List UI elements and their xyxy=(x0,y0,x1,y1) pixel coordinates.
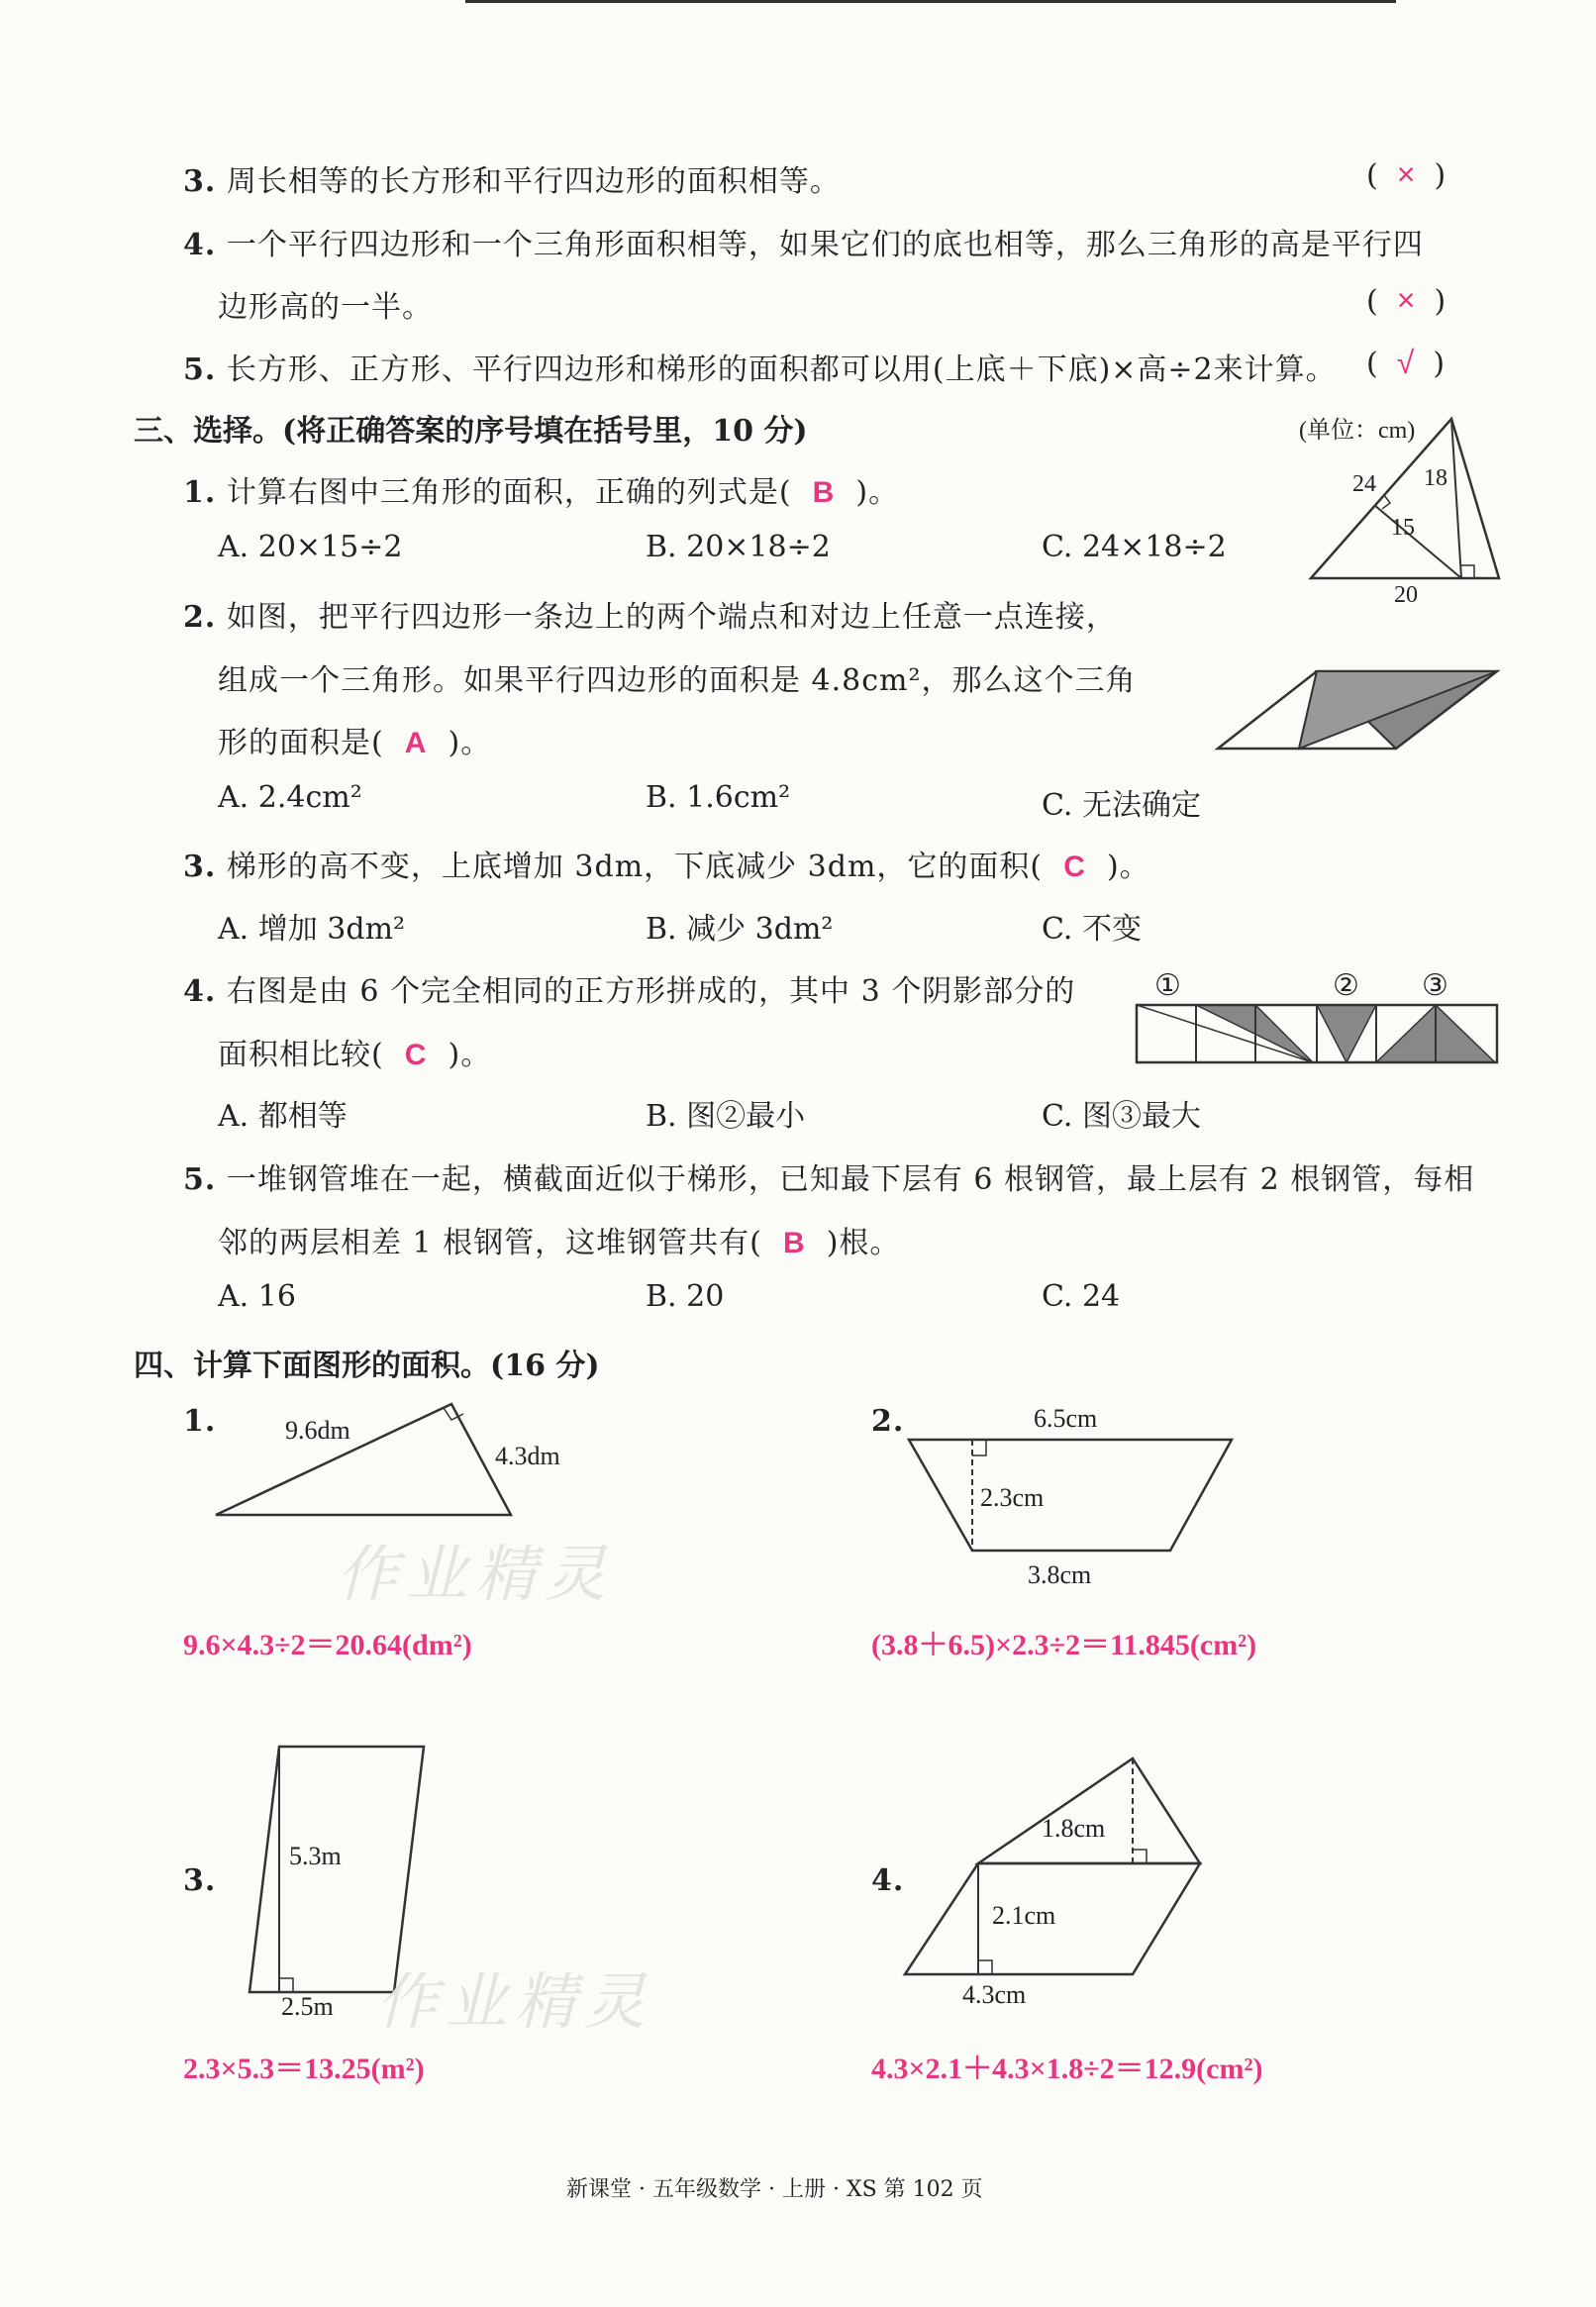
s4-p4-label-tri-h: 1.8cm xyxy=(1042,1814,1106,1843)
s3-q1-text-after: )。 xyxy=(855,475,900,510)
judge-q5-answer: √ xyxy=(1396,345,1415,380)
s4-p1-label-a: 9.6dm xyxy=(285,1416,350,1445)
s3-q4-answer: C xyxy=(404,1039,428,1071)
watermark-2: 作业精灵 xyxy=(376,1965,654,2038)
judge-q4-paren: ( × ) xyxy=(1366,282,1446,319)
judge-q4-line1-text: 一个平行四边形和一个三角形面积相等，如果它们的底也相等，那么三角形的高是平行四 xyxy=(226,228,1424,262)
s4-p3-num: 3. xyxy=(183,1863,217,1898)
s3-q4-num: 4. xyxy=(183,974,217,1009)
s4-p4-label-par-h: 2.1cm xyxy=(992,1901,1056,1930)
judge-q4-line2: 边形高的一半。 xyxy=(218,290,433,325)
s4-p3-label-h: 5.3m xyxy=(289,1842,342,1870)
s3-q1-fig-side: 24 xyxy=(1352,471,1376,497)
s3-q2-option-a: A. 2.4cm² xyxy=(218,780,362,815)
judge-q3-answer: × xyxy=(1396,156,1416,192)
s3-q3-answer: C xyxy=(1063,851,1086,883)
judge-q4-num: 4. xyxy=(183,228,217,262)
s3-q5-option-c: C. 24 xyxy=(1042,1279,1121,1314)
s3-q2-option-b: B. 1.6cm² xyxy=(646,780,791,815)
s3-q1-fig-height: 18 xyxy=(1424,465,1447,491)
judge-q5-text: 长方形、正方形、平行四边形和梯形的面积都可以用(上底＋下底)×高÷2来计算。 xyxy=(226,352,1337,387)
s4-p2-label-top: 6.5cm xyxy=(1034,1404,1098,1433)
section3-unit: (单位：cm) xyxy=(1299,418,1416,444)
s3-q3-num: 3. xyxy=(183,850,217,884)
s3-q4-option-c: C. 图③最大 xyxy=(1042,1099,1201,1134)
s4-p1-label-b: 4.3dm xyxy=(495,1442,560,1470)
section4-title: 四、计算下面图形的面积。(16 分) xyxy=(134,1349,600,1383)
s3-q2-line3-after: )。 xyxy=(448,726,492,760)
s3-q3-option-b: B. 减少 3dm² xyxy=(646,912,834,947)
judge-q3-num: 3. xyxy=(183,164,217,199)
s3-q4-line2-after: )。 xyxy=(448,1038,492,1072)
s3-q1-text-before: 计算右图中三角形的面积，正确的列式是( xyxy=(226,475,792,510)
s3-q1-answer: B xyxy=(812,476,836,509)
s3-q3-option-a: A. 增加 3dm² xyxy=(218,912,406,947)
s3-q4-label-1: ① xyxy=(1154,969,1181,1002)
s4-p4-label-base: 4.3cm xyxy=(962,1980,1027,2009)
s4-p2-label-h: 2.3cm xyxy=(980,1483,1045,1512)
s3-q1-option-b: B. 20×18÷2 xyxy=(646,530,831,564)
s3-q4-label-3: ③ xyxy=(1422,969,1448,1002)
s3-q4-line1-text: 右图是由 6 个完全相同的正方形拼成的，其中 3 个阴影部分的 xyxy=(226,974,1076,1009)
s3-q5-line2-after: )根。 xyxy=(826,1226,901,1260)
s3-q2-num: 2. xyxy=(183,600,217,635)
s3-q2-line3-before: 形的面积是( xyxy=(218,726,384,760)
s3-q2-option-c: C. 无法确定 xyxy=(1042,788,1201,823)
s3-q5-answer: B xyxy=(782,1227,806,1259)
s4-p4-num: 4. xyxy=(871,1863,905,1898)
s3-q3-text-before: 梯形的高不变，上底增加 3dm，下底减少 3dm，它的面积( xyxy=(226,850,1044,884)
s3-q2-line1-text: 如图，把平行四边形一条边上的两个端点和对边上任意一点连接， xyxy=(226,600,1117,635)
s4-p4-answer: 4.3×2.1＋4.3×1.8÷2＝12.9(cm²) xyxy=(871,2053,1263,2085)
judge-q4-answer: × xyxy=(1396,282,1416,318)
s3-q2-answer: A xyxy=(404,727,428,759)
s3-q3-option-c: C. 不变 xyxy=(1042,912,1142,947)
s4-p1-answer: 9.6×4.3÷2＝20.64(dm²) xyxy=(183,1629,472,1661)
s3-q5-line2-before: 邻的两层相差 1 根钢管，这堆钢管共有( xyxy=(218,1226,762,1260)
s3-q1-fig-inner: 15 xyxy=(1391,515,1415,541)
judge-q3-text: 周长相等的长方形和平行四边形的面积相等。 xyxy=(226,164,841,199)
s3-q1-num: 1. xyxy=(183,475,217,510)
page-footer: 新课堂 · 五年级数学 · 上册 · XS 第 102 页 xyxy=(566,2177,983,2202)
s3-q5-option-a: A. 16 xyxy=(218,1279,296,1314)
judge-q5-paren: ( √ ) xyxy=(1366,345,1446,381)
s4-p1-num: 1. xyxy=(183,1404,217,1439)
watermark-1: 作业精灵 xyxy=(337,1538,615,1610)
judge-q5-num: 5. xyxy=(183,352,217,387)
s3-q4-label-2: ② xyxy=(1333,969,1359,1002)
judge-q3-paren: ( × ) xyxy=(1366,156,1446,193)
s3-q5-line1-text: 一堆钢管堆在一起，横截面近似于梯形，已知最下层有 6 根钢管，最上层有 2 根钢管，每相 xyxy=(226,1162,1475,1197)
s4-p2-label-bottom: 3.8cm xyxy=(1028,1560,1092,1589)
s3-q4-option-a: A. 都相等 xyxy=(218,1099,348,1134)
s3-q5-option-b: B. 20 xyxy=(646,1279,725,1314)
section3-title: 三、选择。(将正确答案的序号填在括号里，10 分) xyxy=(134,414,808,449)
s4-p2-answer: (3.8＋6.5)×2.3÷2＝11.845(cm²) xyxy=(871,1629,1257,1661)
s3-q1-option-c: C. 24×18÷2 xyxy=(1042,530,1227,564)
s3-q1-fig-base: 20 xyxy=(1394,582,1418,608)
s3-q3-text-after: )。 xyxy=(1106,850,1150,884)
s3-q4-option-b: B. 图②最小 xyxy=(646,1099,806,1134)
s3-q2-line2: 组成一个三角形。如果平行四边形的面积是 4.8cm²，那么这个三角 xyxy=(218,663,1137,698)
s4-p3-answer: 2.3×5.3＝13.25(m²) xyxy=(183,2053,425,2085)
s3-q1-option-a: A. 20×15÷2 xyxy=(218,530,403,564)
s4-p2-num: 2. xyxy=(871,1404,905,1439)
s3-q5-num: 5. xyxy=(183,1162,217,1197)
s4-p3-label-base: 2.5m xyxy=(281,1992,334,2021)
s3-q4-line2-before: 面积相比较( xyxy=(218,1038,384,1072)
